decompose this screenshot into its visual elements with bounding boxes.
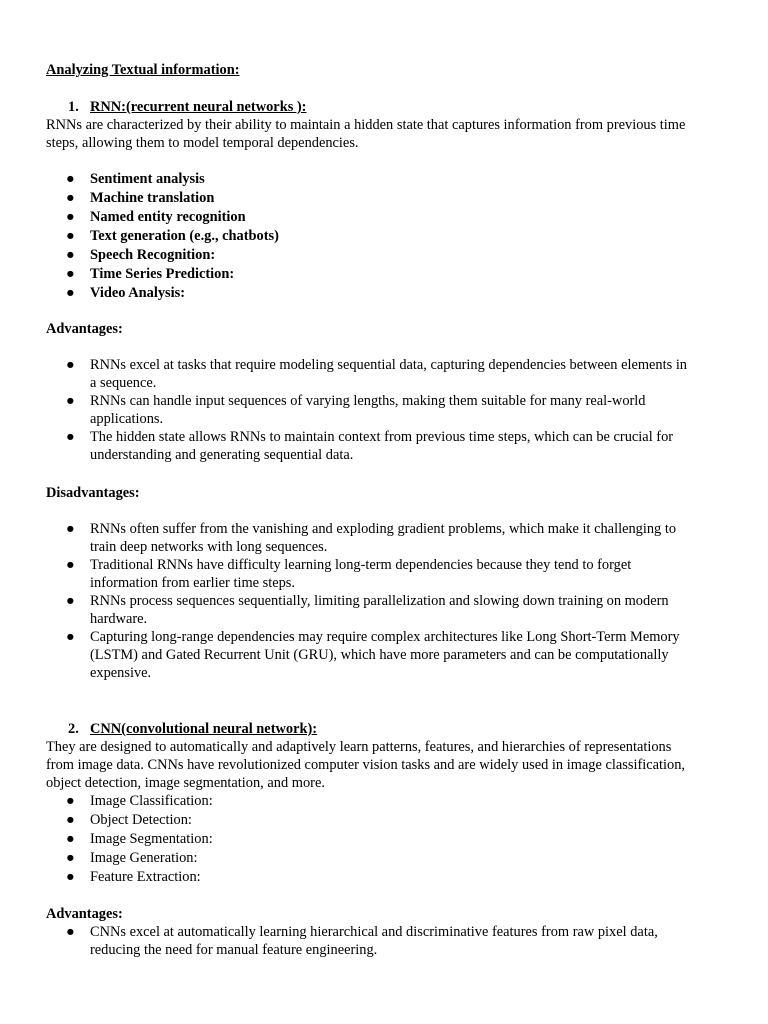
rnn-disadvantages-label: Disadvantages: xyxy=(46,485,140,501)
cnn-heading: CNN(convolutional neural network): xyxy=(90,721,318,737)
rnn-disadvantages-list xyxy=(0,520,768,682)
bullet-icon: ● xyxy=(66,831,75,847)
cnn-intro-line: from image data. CNNs have revolutionized computer vision tasks and are widely used in image classification, xyxy=(46,757,686,773)
list-item: ● RNNs can handle input sequences of varying lengths, making them suitable for many real-world applications. xyxy=(66,393,646,427)
list-item: ● RNNs process sequences sequentially, limiting parallelization and slowing down training on modern hardware. xyxy=(66,593,669,627)
bullet-icon: ● xyxy=(66,357,75,373)
bullet-icon: ● xyxy=(66,171,75,187)
cnn-intro-line: They are designed to automatically and adaptively learn patterns, features, and hierarchies of representations xyxy=(46,739,672,755)
bullet-icon: ● xyxy=(66,209,75,225)
list-item: ● Sentiment analysis xyxy=(66,171,205,187)
rnn-intro xyxy=(46,116,726,152)
cnn-advantages-label: Advantages: xyxy=(46,906,123,922)
bullet-icon: ● xyxy=(66,247,75,263)
rnn-advantages-label: Advantages: xyxy=(46,321,123,337)
list-item: ● The hidden state allows RNNs to maintain context from previous time steps, which can be crucial for understanding and generating sequential data. xyxy=(66,429,674,463)
bullet-icon: ● xyxy=(66,285,75,301)
cnn-intro xyxy=(46,738,726,792)
rnn-intro-line: steps, allowing them to model temporal dependencies. xyxy=(46,135,359,151)
list-item: ● Object Detection: xyxy=(66,812,192,828)
list-item: ● Image Classification: xyxy=(66,793,213,809)
list-item: ● Time Series Prediction: xyxy=(66,266,235,282)
bullet-icon: ● xyxy=(66,793,75,809)
rnn-heading: RNN:(recurrent neural networks ): xyxy=(90,99,307,115)
list-item: ● Video Analysis: xyxy=(66,285,186,301)
cnn-heading-number: 2. xyxy=(68,721,79,737)
bullet-icon: ● xyxy=(66,593,75,609)
list-item: ● RNNs often suffer from the vanishing and exploding gradient problems, which make it challenging to train deep networks with long sequences. xyxy=(66,521,677,555)
list-item: ● Image Segmentation: xyxy=(66,831,213,847)
cnn-intro-line: object detection, image segmentation, and more. xyxy=(46,775,325,791)
bullet-icon: ● xyxy=(66,629,75,645)
bullet-icon: ● xyxy=(66,228,75,244)
rnn-heading-number: 1. xyxy=(68,99,79,115)
bullet-icon: ● xyxy=(66,393,75,409)
list-item: ● Named entity recognition xyxy=(66,209,246,225)
list-item: ● Traditional RNNs have difficulty learning long-term dependencies because they tend to forget information from earlier time steps. xyxy=(66,557,632,591)
list-item: ● Capturing long-range dependencies may require complex architectures like Long Short-Term Memory (LSTM) and Gated Recurrent Unit (GRU), which have more parameters and can be computationally expensive. xyxy=(66,629,680,681)
list-item: ● RNNs excel at tasks that require modeling sequential data, capturing dependencies between elements in a sequence. xyxy=(66,357,688,391)
bullet-icon: ● xyxy=(66,850,75,866)
list-item: ● Image Generation: xyxy=(66,850,198,866)
bullet-icon: ● xyxy=(66,557,75,573)
bullet-icon: ● xyxy=(66,190,75,206)
list-item: ● Feature Extraction: xyxy=(66,869,201,885)
bullet-icon: ● xyxy=(66,266,75,282)
bullet-icon: ● xyxy=(66,924,75,940)
document-title: Analyzing Textual information: xyxy=(46,62,240,78)
cnn-applications-list xyxy=(0,792,768,887)
bullet-icon: ● xyxy=(66,521,75,537)
bullet-icon: ● xyxy=(66,812,75,828)
list-item: ● Machine translation xyxy=(66,190,215,206)
list-item: ● CNNs excel at automatically learning hierarchical and discriminative features from raw pixel data, reducing the need for manual feature engineering. xyxy=(66,924,658,958)
bullet-icon: ● xyxy=(66,869,75,885)
rnn-applications-list xyxy=(0,170,768,303)
rnn-intro-line: RNNs are characterized by their ability to maintain a hidden state that captures information from previous time xyxy=(46,117,686,133)
list-item: ● Speech Recognition: xyxy=(66,247,216,263)
cnn-advantages-list xyxy=(0,923,768,959)
list-item: ● Text generation (e.g., chatbots) xyxy=(66,228,279,244)
rnn-advantages-list xyxy=(0,356,768,464)
bullet-icon: ● xyxy=(66,429,75,445)
